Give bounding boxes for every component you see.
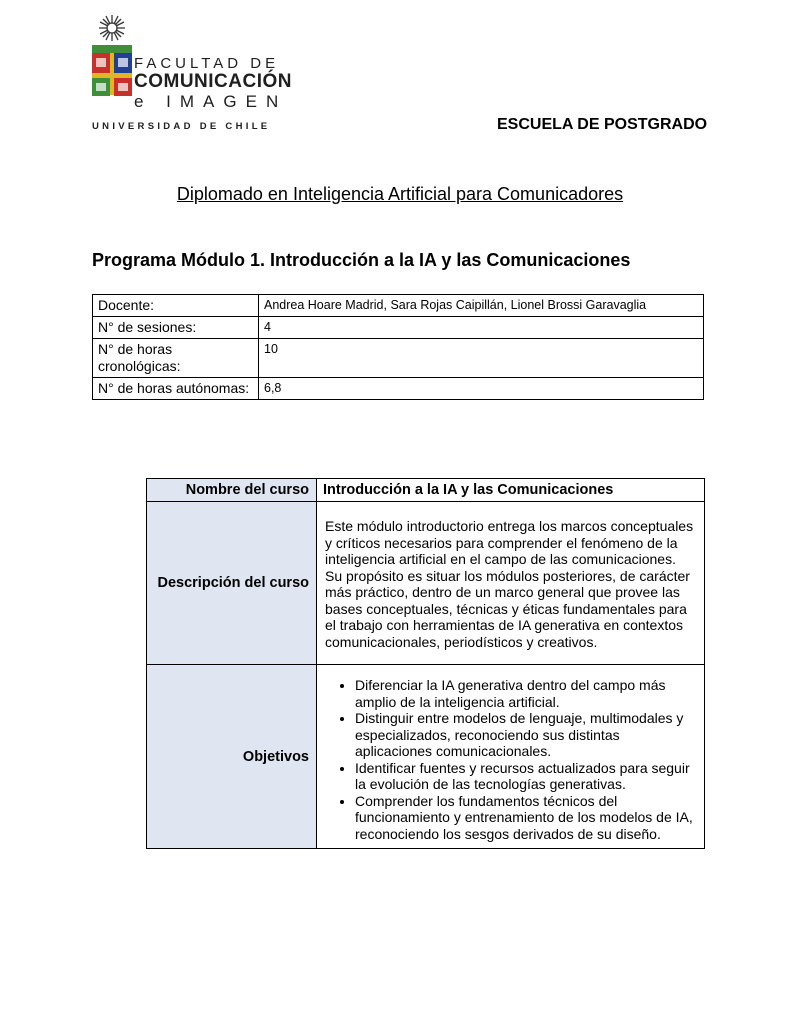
info-value: 6,8 <box>259 378 704 400</box>
table-row <box>147 502 705 665</box>
diploma-title: Diplomado en Inteligencia Artificial para Comunicadores <box>176 184 624 204</box>
objective-item: • Diferenciar la IA generativa dentro del campo más amplio de la inteligencia artificial. <box>355 677 696 710</box>
info-value: 10 <box>259 339 704 378</box>
course-objectives <box>317 665 705 849</box>
description-paragraph: Este módulo introductorio entrega los marcos conceptuales y críticos necesarios para comprender el fenómeno de la inteligencia artificial en el campo de las comunicaciones. <box>325 518 694 567</box>
logo-comunicacion-text: COMUNICACIÓN <box>134 71 292 92</box>
course-name-value: Introducción a la IA y las Comunicaciones <box>317 479 705 502</box>
table-row <box>93 295 704 317</box>
course-description <box>317 502 705 665</box>
course-name-label: Nombre del curso <box>147 479 317 502</box>
info-label: N° de horas autónomas: <box>93 378 259 400</box>
school-title: ESCUELA DE POSTGRADO <box>497 116 708 133</box>
table-row <box>93 317 704 339</box>
objective-item: • Distinguir entre modelos de lenguaje, multimodales y especializados, reconociendo sus distintas aplicaciones comunicacionales. <box>355 710 696 760</box>
info-value: Andrea Hoare Madrid, Sara Rojas Caipillán, Lionel Brossi Garavaglia <box>259 295 704 317</box>
table-row <box>147 479 705 502</box>
course-table <box>146 478 705 849</box>
objectives-list <box>325 677 696 842</box>
description-paragraph: Su propósito es situar los módulos posteriores, de carácter más práctico, dentro de un marco general que provee las bases conceptuales, técnicas y éticas fundamentales para el trabajo con herramientas de IA generativa en contextos comunicacionales, periodísticos y creativos. <box>325 567 690 650</box>
objective-item: • Comprender los fundamentos técnicos del funcionamiento y entrenamiento de los modelos de IA, reconociendo los sesgos derivados de su diseño. <box>355 793 696 843</box>
university-crest-icon <box>90 14 134 100</box>
logo-faculty-text: FACULTAD DE <box>134 55 280 72</box>
course-objectives-label: Objetivos <box>147 665 317 849</box>
info-label: N° de horas cronológicas: <box>93 339 259 378</box>
course-description-label: Descripción del curso <box>147 502 317 665</box>
info-value: 4 <box>259 317 704 339</box>
logo-imagen-text: e IMAGEN <box>134 92 288 111</box>
info-label: Docente: <box>93 295 259 317</box>
logo-university-text: UNIVERSIDAD DE CHILE <box>92 121 271 132</box>
info-label: N° de sesiones: <box>93 317 259 339</box>
table-row <box>147 665 705 849</box>
program-title: Programa Módulo 1. Introducción a la IA y las Comunicaciones <box>92 250 631 270</box>
module-info-table <box>92 294 704 400</box>
objective-item: • Identificar fuentes y recursos actualizados para seguir la evolución de las tecnologías generativas. <box>355 760 696 793</box>
faculty-logo <box>90 14 292 132</box>
table-row <box>93 378 704 400</box>
table-row <box>93 339 704 378</box>
